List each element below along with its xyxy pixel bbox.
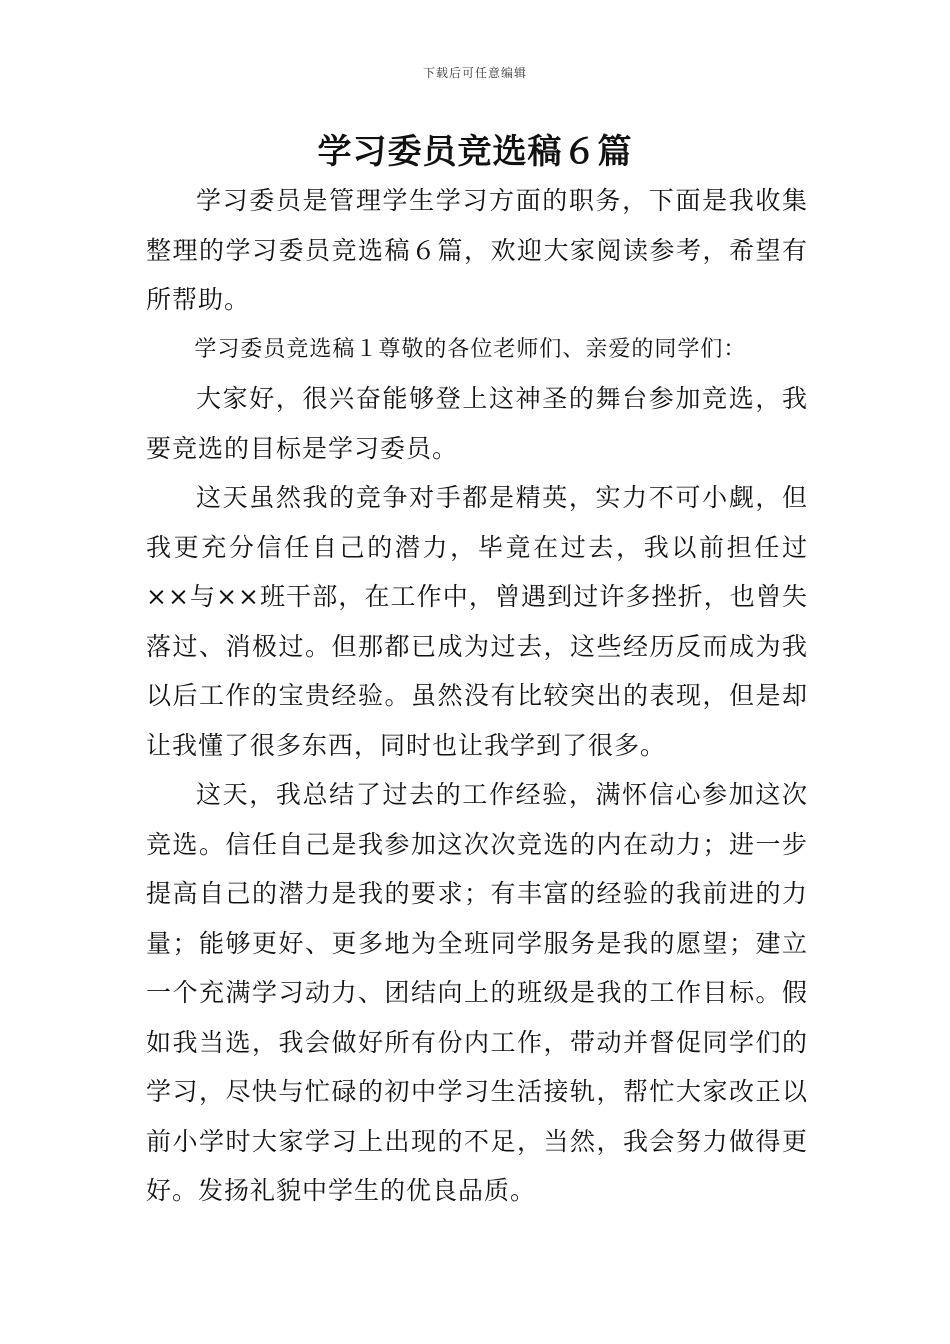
- body-paragraph: 这天，我总结了过去的工作经验，满怀信心参加这次竞选。信任自己是我参加这次次竞选的内在动力；进一步提高自己的潜力是我的要求；有丰富的经验的我前进的力量；能够更好、更多地为全班同学服务是我的愿望；建立一个充满学习动力、团结向上的班级是我的工作目标。假如我当选，我会做好所有份内工作，带动并督促同学们的学习，尽快与忙碌的初中学习生活接轨，帮忙大家改正以前小学时大家学习上出现的不足，当然，我会努力做得更好。发扬礼貌中学生的优良品质。: [146, 780, 808, 1205]
- document-title: 学习委员竞选稿６篇: [317, 132, 633, 172]
- header-note: 下载后可任意编辑: [422, 66, 527, 80]
- speech-heading: 学习委员竞选稿１尊敬的各位老师们、亲爱的同学们：: [194, 336, 747, 362]
- body-paragraph: 这天虽然我的竞争对手都是精英，实力不可小觑，但我更充分信任自己的潜力，毕竟在过去，我以前担任过××与××班干部，在工作中，曾遇到过许多挫折，也曾失落过、消极过。但那都已成为过去，这些经历反而成为我以后工作的宝贵经验。虽然没有比较突出的表现，但是却让我懂了很多东西，同时也让我学到了很多。: [146, 483, 808, 760]
- body-paragraph: 大家好，很兴奋能够登上这神圣的舞台参加竞选，我要竞选的目标是学习委员。: [146, 384, 808, 463]
- document-body: [146, 176, 808, 1216]
- intro-paragraph: 学习委员是管理学生学习方面的职务，下面是我收集整理的学习委员竞选稿６篇，欢迎大家阅读参考，希望有所帮助。: [146, 186, 808, 314]
